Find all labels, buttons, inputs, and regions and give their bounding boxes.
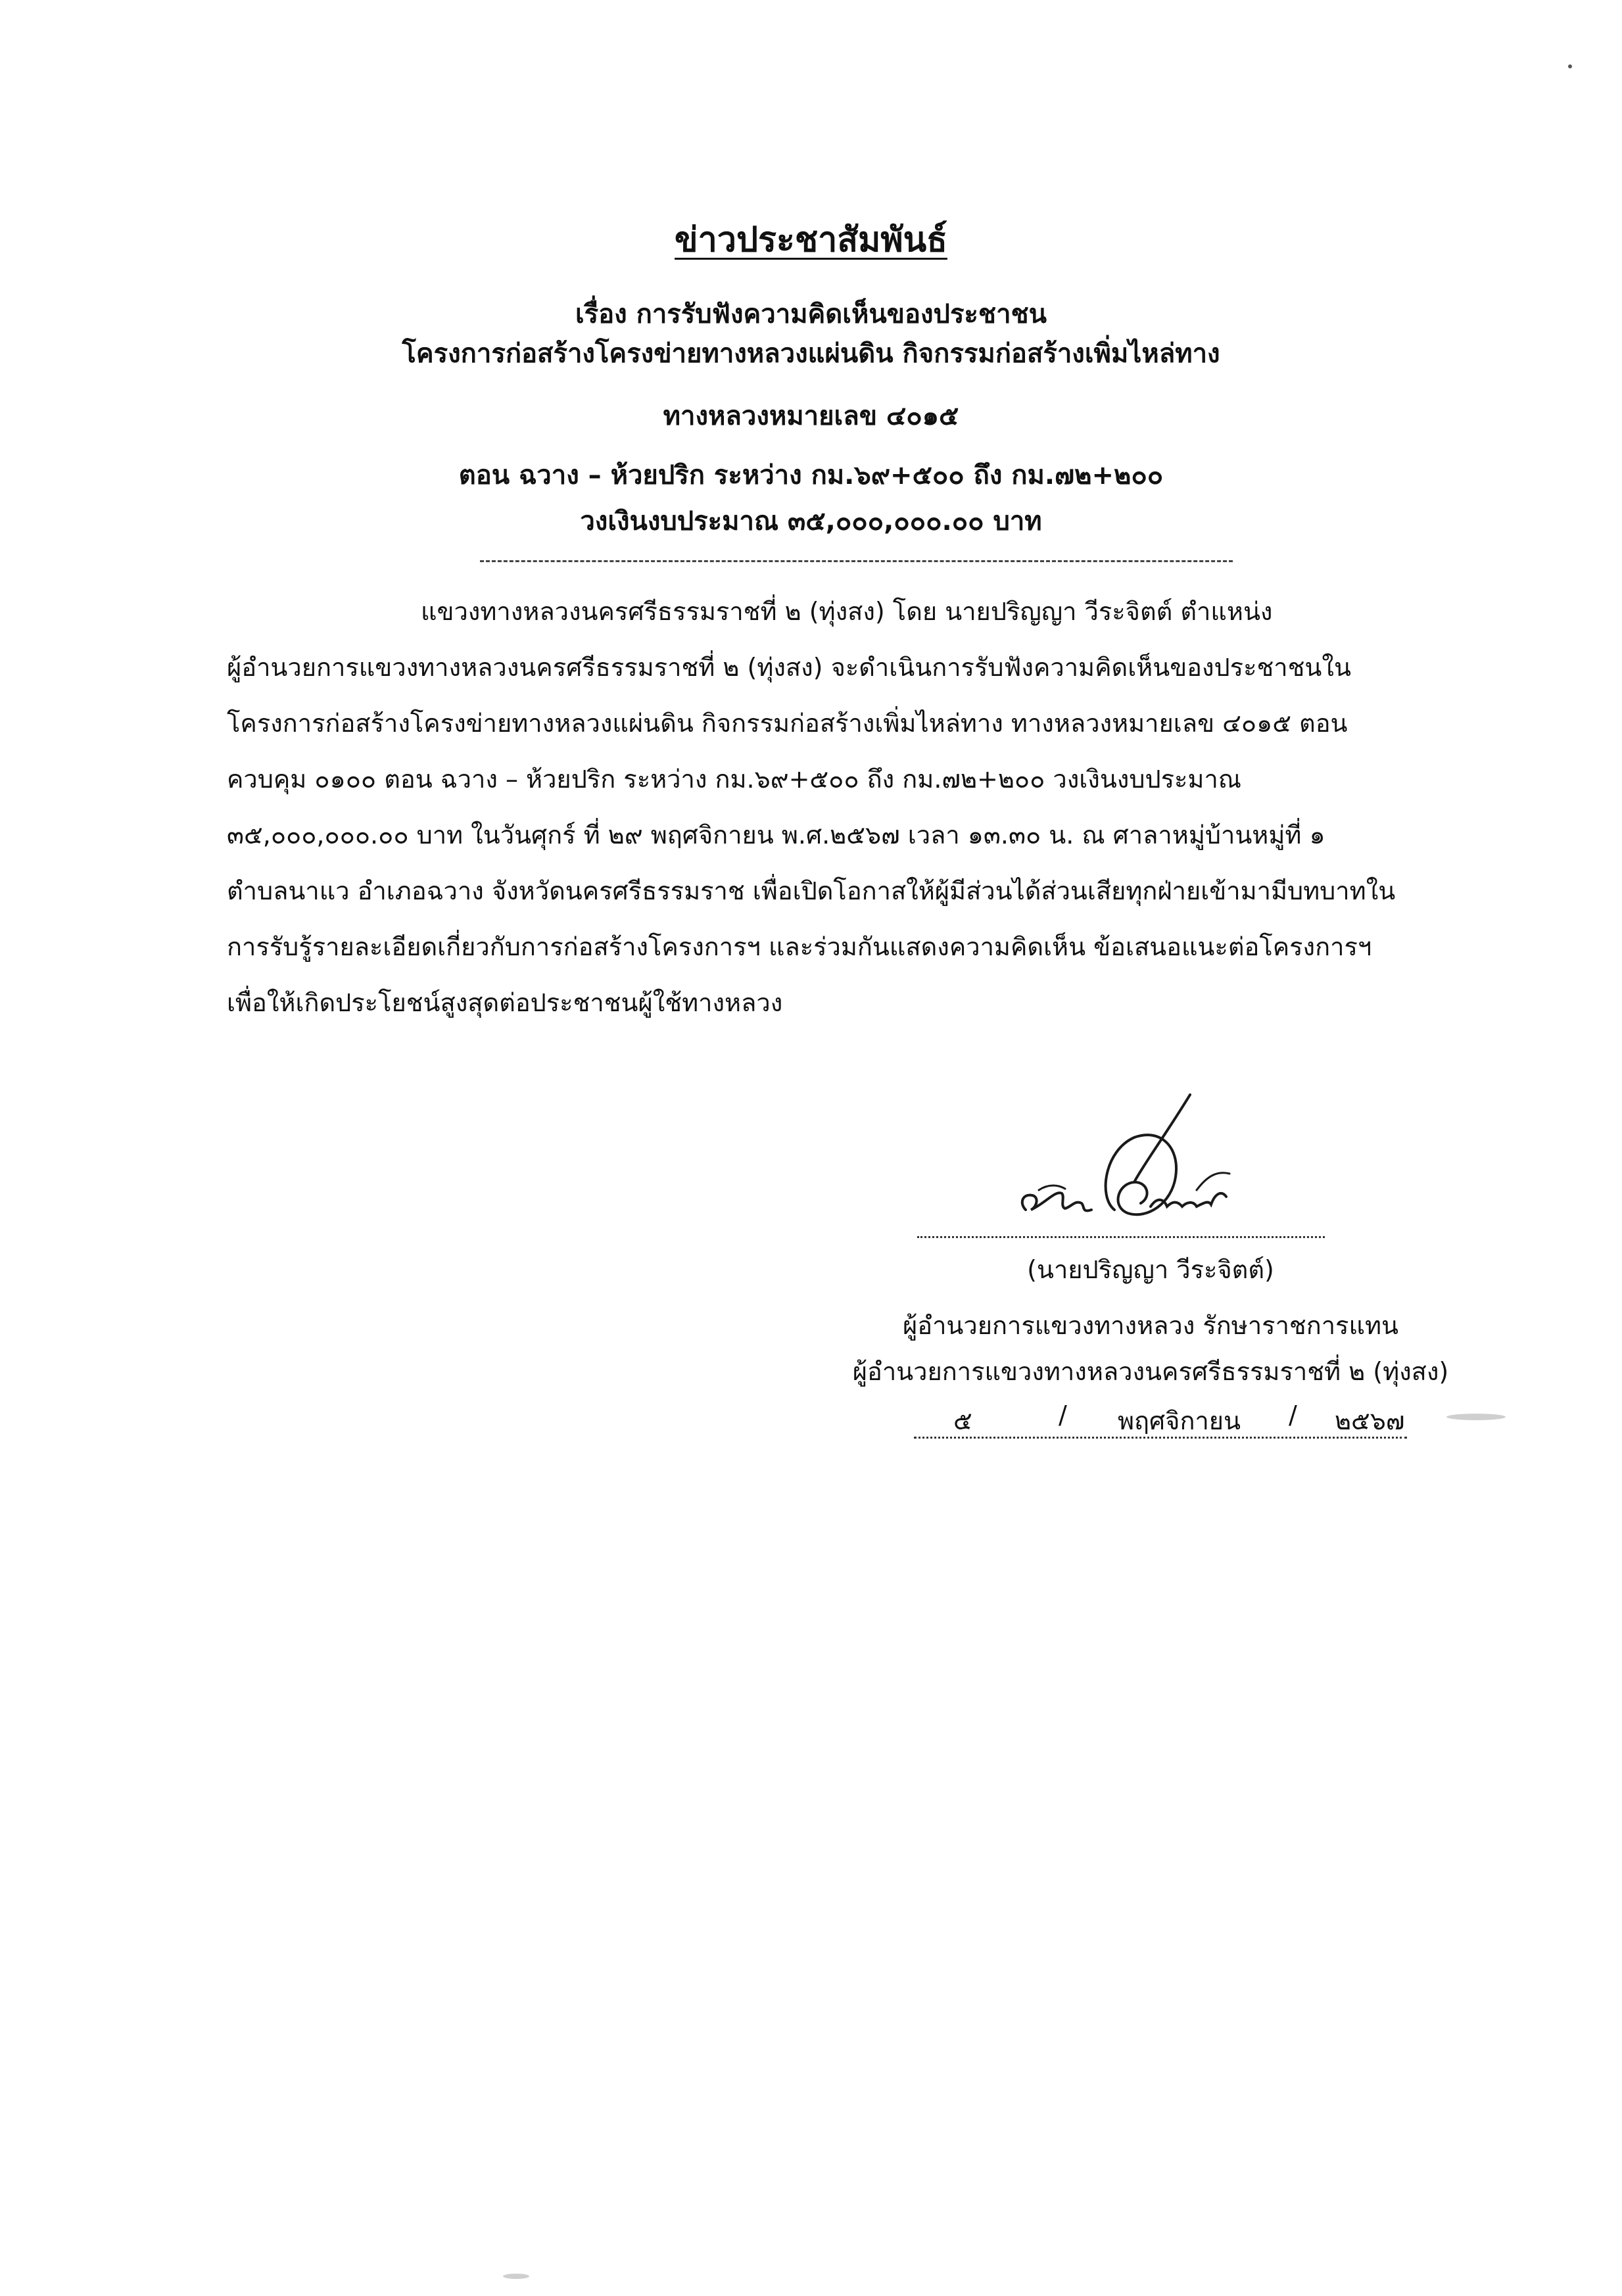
body-line-7: การรับรู้รายละเอียดเกี่ยวกับการก่อสร้างโครงการฯ และร่วมกันแสดงความคิดเห็น ข้อเสนอแนะต่อโครงการฯ (227, 932, 1372, 961)
date-month: พฤศจิกายน (1118, 1406, 1241, 1435)
scan-speck (1568, 64, 1572, 68)
scan-smudge-bottom (503, 2274, 529, 2279)
subject-line-2: โครงการก่อสร้างโครงข่ายทางหลวงแผ่นดิน กิจกรรมก่อสร้างเพิ่มไหล่ทาง (402, 339, 1220, 369)
signature-line (917, 1236, 1325, 1238)
subject-line-1: เรื่อง การรับฟังความคิดเห็นของประชาชน (575, 299, 1047, 329)
body-line-1: แขวงทางหลวงนครศรีธรรมราชที่ ๒ (ทุ่งสง) โดย นายปริญญา วีระจิตต์ ตำแหน่ง (421, 597, 1273, 626)
date-day: ๕ (953, 1406, 972, 1435)
document-title: ข่าวประชาสัมพันธ์ (675, 220, 947, 260)
signatory-position-1: ผู้อำนวยการแขวงทางหลวง รักษาราชการแทน (903, 1311, 1398, 1340)
date-separator-1: / (1059, 1400, 1067, 1429)
scan-smudge (1446, 1414, 1506, 1420)
body-line-3: โครงการก่อสร้างโครงข่ายทางหลวงแผ่นดิน กิจกรรมก่อสร้างเพิ่มไหล่ทาง ทางหลวงหมายเลข ๔๐๑๕ ตอน (227, 709, 1348, 738)
body-line-2: ผู้อำนวยการแขวงทางหลวงนครศรีธรรมราชที่ ๒ (ทุ่งสง) จะดำเนินการรับฟังความคิดเห็นของประชาชนใน (227, 653, 1351, 682)
handwritten-signature (999, 1078, 1276, 1236)
subject-line-5: วงเงินงบประมาณ ๓๕,๐๐๐,๐๐๐.๐๐ บาท (580, 506, 1042, 537)
body-line-6: ตำบลนาแว อำเภอฉวาง จังหวัดนครศรีธรรมราช เพื่อเปิดโอกาสให้ผู้มีส่วนได้ส่วนเสียทุกฝ่ายเข้ามามีบทบาทใน (227, 876, 1396, 905)
header-divider (480, 560, 1233, 562)
date-year: ๒๕๖๗ (1335, 1406, 1405, 1435)
signatory-position-2: ผู้อำนวยการแขวงทางหลวงนครศรีธรรมราชที่ ๒ (ทุ่งสง) (852, 1357, 1449, 1386)
subject-line-3: ทางหลวงหมายเลข ๔๐๑๕ (663, 401, 959, 431)
body-line-5: ๓๕,๐๐๐,๐๐๐.๐๐ บาท ในวันศุกร์ ที่ ๒๙ พฤศจิกายน พ.ศ.๒๕๖๗ เวลา ๑๓.๓๐ น. ณ ศาลาหมู่บ้านหมู่ที่ ๑ (227, 821, 1325, 849)
date-separator-2: / (1289, 1400, 1297, 1429)
body-line-4: ควบคุม ๐๑๐๐ ตอน ฉวาง – ห้วยปริก ระหว่าง กม.๖๙+๕๐๐ ถึง กม.๗๒+๒๐๐ วงเงินงบประมาณ (227, 765, 1242, 794)
subject-line-4: ตอน ฉวาง – ห้วยปริก ระหว่าง กม.๖๙+๕๐๐ ถึง กม.๗๒+๒๐๐ (458, 460, 1164, 490)
signatory-name: (นายปริญญา วีระจิตต์) (1027, 1255, 1274, 1284)
body-line-8: เพื่อให้เกิดประโยชน์สูงสุดต่อประชาชนผู้ใช้ทางหลวง (227, 988, 783, 1017)
